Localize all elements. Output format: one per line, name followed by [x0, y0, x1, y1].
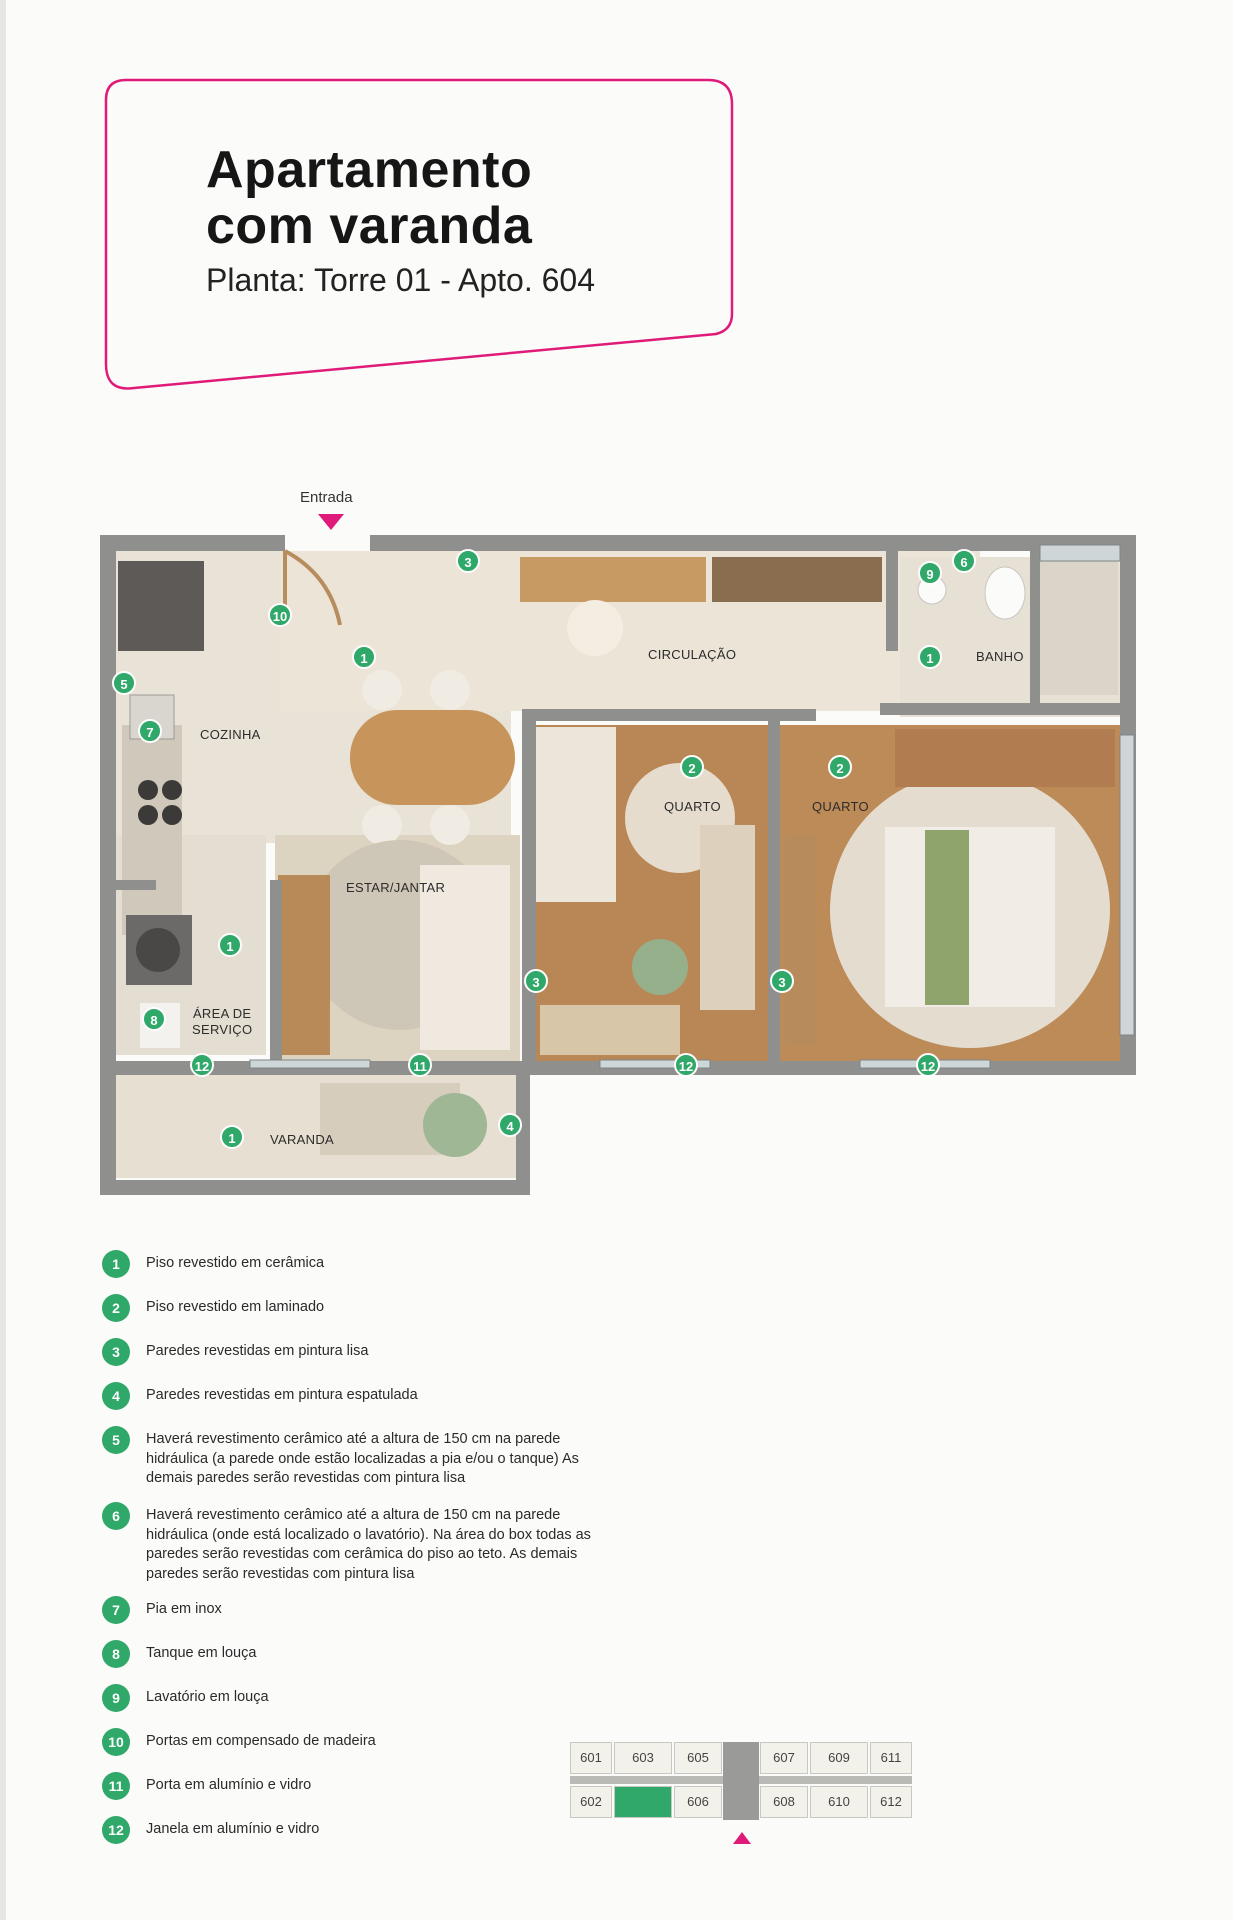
service-line-1: ÁREA DE — [192, 1006, 252, 1021]
entrance-indicator-icon — [733, 1832, 751, 1844]
title-line-2: com varanda — [206, 197, 533, 255]
dining-table — [350, 710, 515, 805]
bed-single — [536, 727, 616, 902]
plan-marker: 12 — [916, 1053, 940, 1077]
legend-text: Porta em alumínio e vidro — [146, 1777, 312, 1793]
room-label-balcony: VARANDA — [270, 1132, 334, 1147]
legend-number: 6 — [102, 1502, 130, 1530]
title-line-1: Apartamento — [206, 141, 533, 199]
unit-cell: 609 — [810, 1742, 868, 1774]
page-subtitle: Planta: Torre 01 - Apto. 604 — [206, 262, 595, 298]
legend-number: 3 — [102, 1338, 130, 1366]
plan-marker: 12 — [190, 1053, 214, 1077]
plan-marker: 4 — [498, 1113, 522, 1137]
room-label-circulation: CIRCULAÇÃO — [648, 647, 737, 662]
legend-text: Janela em alumínio e vidro — [146, 1821, 320, 1837]
bedroom1-desk — [540, 1005, 680, 1055]
washer-drum — [136, 928, 180, 972]
unit-cell: 607 — [760, 1742, 808, 1774]
desk — [520, 557, 706, 602]
legend-number: 5 — [102, 1426, 130, 1454]
fridge — [118, 561, 204, 651]
toilet — [985, 567, 1025, 619]
legend-number: 2 — [102, 1294, 130, 1322]
unit-cell: 606 — [674, 1786, 722, 1818]
unit-cell: 610 — [810, 1786, 868, 1818]
wardrobe2 — [895, 729, 1115, 787]
kitchen-counter — [122, 725, 182, 935]
balcony-armchair — [423, 1093, 487, 1157]
legend-text: Tanque em louça — [146, 1645, 257, 1661]
legend-text: Haverá revestimento cerâmico até a altura de 150 cm na parede hidráulica (a parede onde estão localizadas a pia e/ou o tanque) As demais paredes serão revestidas com pintura lisa — [146, 1431, 579, 1486]
armchair1 — [632, 939, 688, 995]
legend-text: Paredes revestidas em pintura espatulada — [146, 1387, 418, 1403]
room-label-bath: BANHO — [976, 649, 1024, 664]
desk-chair — [567, 600, 623, 656]
plan-marker: 3 — [770, 969, 794, 993]
plan-marker: 1 — [220, 1125, 244, 1149]
plan-marker: 12 — [674, 1053, 698, 1077]
plan-marker: 2 — [828, 755, 852, 779]
floor-plan-drawing — [100, 535, 1136, 1195]
plan-marker: 2 — [680, 755, 704, 779]
unit-cell-selected: 604 — [614, 1786, 672, 1818]
double-bed — [885, 827, 1055, 1007]
unit-cell: 605 — [674, 1742, 722, 1774]
legend-text: Lavatório em louça — [146, 1689, 269, 1705]
plan-marker: 8 — [142, 1007, 166, 1031]
plan-marker: 10 — [268, 603, 292, 627]
unit-cell: 602 — [570, 1786, 612, 1818]
unit-cell: 603 — [614, 1742, 672, 1774]
legend-text: Piso revestido em cerâmica — [146, 1255, 325, 1271]
legend-text: Haverá revestimento cerâmico até a altura de 150 cm na parede hidráulica (onde está localizado o lavatório). Na área do box todas as paredes serão revestidas com cerâmica do piso ao teto. As demais paredes serão revestidas com pintura lisa — [146, 1507, 591, 1582]
legend-number: 9 — [102, 1684, 130, 1712]
room-label-service — [192, 1006, 252, 1038]
wardrobe1 — [700, 825, 755, 1010]
plan-marker: 7 — [138, 719, 162, 743]
legend-text: Pia em inox — [146, 1601, 222, 1617]
unit-location-map — [570, 1740, 912, 1830]
plan-marker: 3 — [456, 549, 480, 573]
plan-marker: 1 — [218, 933, 242, 957]
plan-marker: 9 — [918, 561, 942, 585]
room-label-living: ESTAR/JANTAR — [346, 880, 446, 895]
plan-marker: 1 — [352, 645, 376, 669]
floor-plan — [100, 535, 1136, 1200]
map-core — [723, 1742, 759, 1820]
legend-number: 11 — [102, 1772, 130, 1800]
entrance-arrow-icon — [318, 514, 344, 530]
plan-marker: 6 — [952, 549, 976, 573]
plan-marker: 5 — [112, 671, 136, 695]
legend-text: Portas em compensado de madeira — [146, 1733, 376, 1749]
bed-throw — [925, 830, 969, 1005]
legend-number: 8 — [102, 1640, 130, 1668]
shelf — [712, 557, 882, 602]
tv-unit — [278, 875, 330, 1055]
legend-number: 4 — [102, 1382, 130, 1410]
bedroom2-shelf — [786, 835, 816, 1045]
room-label-kitchen: COZINHA — [200, 727, 261, 742]
room-label-bedroom1: QUARTO — [664, 799, 721, 814]
unit-cell: 612 — [870, 1786, 912, 1818]
shower-box — [1040, 557, 1118, 695]
legend-text: Paredes revestidas em pintura lisa — [146, 1343, 369, 1359]
unit-cell: 608 — [760, 1786, 808, 1818]
entrance-label: Entrada — [300, 489, 353, 506]
legend-number: 1 — [102, 1250, 130, 1278]
legend-text: Piso revestido em laminado — [146, 1299, 325, 1315]
unit-cell: 601 — [570, 1742, 612, 1774]
legend-number: 7 — [102, 1596, 130, 1624]
page-title — [206, 142, 532, 254]
plan-marker: 3 — [524, 969, 548, 993]
page-edge — [0, 0, 6, 1920]
legend-number: 12 — [102, 1816, 130, 1844]
unit-cell: 611 — [870, 1742, 912, 1774]
service-line-2: SERVIÇO — [192, 1022, 253, 1037]
plan-marker: 1 — [918, 645, 942, 669]
plan-marker: 11 — [408, 1053, 432, 1077]
room-label-bedroom2: QUARTO — [812, 799, 869, 814]
legend-number: 10 — [102, 1728, 130, 1756]
